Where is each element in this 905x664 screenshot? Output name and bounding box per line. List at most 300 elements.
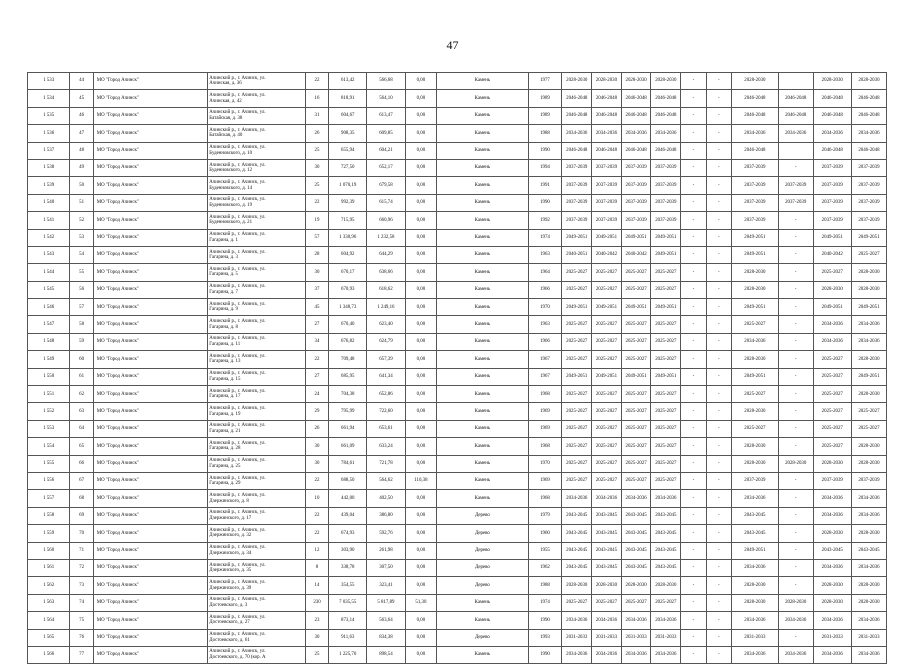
owner-cell: МО "Город Ачинск" <box>93 472 208 489</box>
dash-cell: - <box>706 386 731 403</box>
wall-material-cell: Камень <box>437 594 528 611</box>
period-cell: 2049-2051 <box>851 299 886 316</box>
apartments-cell: 26 <box>305 420 328 437</box>
address-line-street: Батайская, д. 38 <box>209 115 243 121</box>
table-row <box>28 73 887 90</box>
period-cell: 2028-2030 <box>851 594 886 611</box>
wall-material-cell: Камень <box>437 107 528 124</box>
period-cell: 2043-2045 <box>732 507 779 524</box>
address-cell <box>208 438 306 455</box>
dash-cell: - <box>681 646 706 663</box>
period-cell: 2025-2027 <box>621 386 651 403</box>
row-number-cell: 1 535 <box>28 107 70 124</box>
address-cell <box>208 246 306 263</box>
address-cell <box>208 316 306 333</box>
wall-material-cell: Камень <box>437 142 528 159</box>
address-line-city: Ачинский р., г. Ачинск, ул. <box>209 319 266 325</box>
period-cell: 2034-2036 <box>592 490 622 507</box>
period-cell: 2028-2030 <box>562 577 592 594</box>
period-cell: 2025-2027 <box>592 594 622 611</box>
apartments-cell: 26 <box>305 125 328 142</box>
total-area-cell: 676,82 <box>329 333 367 350</box>
period-cell: 2025-2027 <box>592 438 622 455</box>
dash-cell: - <box>681 142 706 159</box>
wall-material-cell: Камень <box>437 281 528 298</box>
dash-cell: - <box>706 455 731 472</box>
period-cell: 2037-2039 <box>732 177 779 194</box>
table-row <box>28 351 887 368</box>
address-cell <box>208 368 306 385</box>
living-area-cell: 644,29 <box>367 246 405 263</box>
wall-material-cell: Камень <box>437 420 528 437</box>
period-cell: 2034-2036 <box>813 490 851 507</box>
build-year-cell: 1970 <box>528 299 562 316</box>
period-cell: 2028-2030 <box>732 281 779 298</box>
row-number-cell: 1 554 <box>28 438 70 455</box>
living-area-cell: 641,34 <box>367 368 405 385</box>
apartments-cell: 31 <box>305 107 328 124</box>
period-cell: 2028-2030 <box>592 577 622 594</box>
period-cell: 2046-2048 <box>621 142 651 159</box>
item-number-cell: 68 <box>70 490 93 507</box>
period-cell: 2049-2051 <box>732 229 779 246</box>
wall-material-cell: Дерево <box>437 629 528 646</box>
address-cell <box>208 594 306 611</box>
address-line-street: Буденновского, д. 10 <box>209 150 253 156</box>
living-area-cell: 660,96 <box>367 212 405 229</box>
address-line-city: Ачинский р., г. Ачинск, ул. <box>209 110 266 116</box>
address-line-city: Ачинский р., г. Ачинск, ул. <box>209 145 266 151</box>
period-cell: 2031-2033 <box>651 629 681 646</box>
address-line-city: Ачинский р., г. Ачинск, ул. <box>209 597 266 603</box>
row-number-cell: 1 552 <box>28 403 70 420</box>
period-cell: 2025-2027 <box>813 438 851 455</box>
period-cell: - <box>778 438 813 455</box>
period-cell: 2034-2036 <box>732 646 779 663</box>
dash-cell: - <box>706 351 731 368</box>
living-area-cell: 623,40 <box>367 316 405 333</box>
address-line-street: Буденновского, д. 12 <box>209 168 253 174</box>
living-area-cell: 1 249,16 <box>367 299 405 316</box>
address-cell <box>208 507 306 524</box>
total-area-cell: 7 035,55 <box>329 594 367 611</box>
dash-cell: - <box>681 159 706 176</box>
item-number-cell: 77 <box>70 646 93 663</box>
period-cell: 2037-2039 <box>592 177 622 194</box>
total-area-cell: 911,63 <box>329 629 367 646</box>
item-number-cell: 51 <box>70 194 93 211</box>
living-area-cell: 721,78 <box>367 455 405 472</box>
table-body <box>28 73 887 664</box>
dash-cell: - <box>706 490 731 507</box>
dash-cell: - <box>706 525 731 542</box>
living-area-cell: 261,98 <box>367 542 405 559</box>
nonresidential-area-cell: 0,00 <box>405 559 437 576</box>
period-cell: 2037-2039 <box>778 194 813 211</box>
period-cell: 2034-2036 <box>851 507 886 524</box>
wall-material-cell: Камень <box>437 246 528 263</box>
period-cell: 2043-2045 <box>651 507 681 524</box>
period-cell: 2025-2027 <box>562 403 592 420</box>
address-line-city: Ачинский р., г. Ачинск, ул. <box>209 614 266 620</box>
period-cell: 2025-2027 <box>592 403 622 420</box>
nonresidential-area-cell: 0,00 <box>405 299 437 316</box>
table-row <box>28 212 887 229</box>
period-cell: - <box>778 542 813 559</box>
living-area-cell: 5 817,89 <box>367 594 405 611</box>
table-row <box>28 107 887 124</box>
period-cell: 2028-2030 <box>651 73 681 90</box>
owner-cell: МО "Город Ачинск" <box>93 577 208 594</box>
item-number-cell: 66 <box>70 455 93 472</box>
dash-cell: - <box>681 264 706 281</box>
period-cell: 2034-2036 <box>651 612 681 629</box>
address-line-street: Гагарина, д. 8 <box>209 324 238 330</box>
period-cell: 2046-2048 <box>592 107 622 124</box>
owner-cell: МО "Город Ачинск" <box>93 212 208 229</box>
nonresidential-area-cell: 0,00 <box>405 142 437 159</box>
living-area-cell: 618,62 <box>367 281 405 298</box>
dash-cell: - <box>706 229 731 246</box>
period-cell: 2043-2045 <box>562 507 592 524</box>
table-row <box>28 299 887 316</box>
address-line-city: Ачинский р., г. Ачинск, ул. <box>209 92 266 98</box>
build-year-cell: 1968 <box>528 438 562 455</box>
dash-cell: - <box>706 194 731 211</box>
period-cell: 2046-2048 <box>651 107 681 124</box>
total-area-cell: 1 225,70 <box>329 646 367 663</box>
period-cell: 2034-2036 <box>778 612 813 629</box>
period-cell: 2025-2027 <box>732 420 779 437</box>
build-year-cell: 1974 <box>528 594 562 611</box>
living-area-cell: 653,61 <box>367 420 405 437</box>
period-cell: 2025-2027 <box>592 386 622 403</box>
dash-cell: - <box>706 472 731 489</box>
owner-cell: МО "Город Ачинск" <box>93 368 208 385</box>
wall-material-cell: Дерево <box>437 507 528 524</box>
address-cell <box>208 403 306 420</box>
nonresidential-area-cell: 0,00 <box>405 194 437 211</box>
period-cell: - <box>778 507 813 524</box>
dash-cell: - <box>706 142 731 159</box>
owner-cell: МО "Город Ачинск" <box>93 490 208 507</box>
period-cell: 2049-2051 <box>732 368 779 385</box>
period-cell: - <box>778 229 813 246</box>
period-cell: 2040-2042 <box>813 246 851 263</box>
dash-cell: - <box>706 629 731 646</box>
period-cell: 2049-2051 <box>813 229 851 246</box>
wall-material-cell: Камень <box>437 646 528 663</box>
address-line-street: Гагарина, д. 29 <box>209 481 241 487</box>
period-cell: - <box>778 577 813 594</box>
period-cell: 2025-2027 <box>592 351 622 368</box>
row-number-cell: 1 546 <box>28 299 70 316</box>
period-cell: 2028-2030 <box>851 438 886 455</box>
address-line-city: Ачинский р., г. Ачинск, ул. <box>209 527 266 533</box>
row-number-cell: 1 556 <box>28 472 70 489</box>
address-cell <box>208 229 306 246</box>
period-cell: 2025-2027 <box>621 594 651 611</box>
period-cell: 2025-2027 <box>562 420 592 437</box>
build-year-cell: 1990 <box>528 194 562 211</box>
row-number-cell: 1 547 <box>28 316 70 333</box>
dash-cell: - <box>681 455 706 472</box>
living-area-cell: 834,38 <box>367 629 405 646</box>
item-number-cell: 67 <box>70 472 93 489</box>
owner-cell: МО "Город Ачинск" <box>93 455 208 472</box>
total-area-cell: 992,39 <box>329 194 367 211</box>
wall-material-cell: Камень <box>437 438 528 455</box>
table-row <box>28 281 887 298</box>
period-cell: 2025-2027 <box>562 281 592 298</box>
address-line-city: Ачинский р., г. Ачинск, ул. <box>209 232 266 238</box>
dash-cell: - <box>706 594 731 611</box>
living-area-cell: 615,74 <box>367 194 405 211</box>
dash-cell: - <box>681 351 706 368</box>
living-area-cell: 323,41 <box>367 577 405 594</box>
period-cell: 2037-2039 <box>562 159 592 176</box>
wall-material-cell: Камень <box>437 455 528 472</box>
table-row <box>28 646 887 663</box>
item-number-cell: 54 <box>70 246 93 263</box>
period-cell: 2037-2039 <box>621 177 651 194</box>
period-cell: 2025-2027 <box>621 455 651 472</box>
address-line-city: Ачинский р., г. Ачинск, ул. <box>209 562 266 568</box>
item-number-cell: 45 <box>70 90 93 107</box>
period-cell: 2037-2039 <box>592 159 622 176</box>
living-area-cell: 592,76 <box>367 525 405 542</box>
address-line-city: Ачинский р., г. Ачинск, ул. <box>209 510 266 516</box>
dash-cell: - <box>681 403 706 420</box>
period-cell: 2043-2045 <box>651 525 681 542</box>
table-row <box>28 368 887 385</box>
wall-material-cell: Камень <box>437 264 528 281</box>
period-cell: 2025-2027 <box>592 281 622 298</box>
period-cell: 2034-2036 <box>562 612 592 629</box>
period-cell: 2025-2027 <box>562 455 592 472</box>
dash-cell: - <box>706 577 731 594</box>
row-number-cell: 1 548 <box>28 333 70 350</box>
apartments-cell: 25 <box>305 646 328 663</box>
period-cell: 2025-2027 <box>562 438 592 455</box>
period-cell: 2049-2051 <box>621 229 651 246</box>
period-cell: 2043-2045 <box>813 542 851 559</box>
total-area-cell: 655,94 <box>329 142 367 159</box>
living-area-cell: 307,50 <box>367 559 405 576</box>
row-number-cell: 1 538 <box>28 159 70 176</box>
period-cell: 2028-2030 <box>813 73 851 90</box>
period-cell: 2025-2027 <box>651 455 681 472</box>
table-row <box>28 246 887 263</box>
period-cell: 2043-2045 <box>621 559 651 576</box>
period-cell: 2031-2033 <box>813 629 851 646</box>
period-cell: 2028-2030 <box>621 577 651 594</box>
address-cell <box>208 386 306 403</box>
nonresidential-area-cell: 0,00 <box>405 264 437 281</box>
period-cell: 2031-2033 <box>621 629 651 646</box>
period-cell: 2025-2027 <box>562 594 592 611</box>
apartments-cell: 22 <box>305 194 328 211</box>
total-area-cell: 1 348,73 <box>329 299 367 316</box>
row-number-cell: 1 557 <box>28 490 70 507</box>
owner-cell: МО "Город Ачинск" <box>93 420 208 437</box>
build-year-cell: 1977 <box>528 73 562 90</box>
total-area-cell: 704,38 <box>329 386 367 403</box>
period-cell: 2037-2039 <box>562 212 592 229</box>
dash-cell: - <box>681 333 706 350</box>
period-cell: 2040-2042 <box>621 246 651 263</box>
address-cell <box>208 159 306 176</box>
period-cell: 2028-2030 <box>732 438 779 455</box>
nonresidential-area-cell: 0,00 <box>405 455 437 472</box>
owner-cell: МО "Город Ачинск" <box>93 438 208 455</box>
item-number-cell: 61 <box>70 368 93 385</box>
apartments-cell: 30 <box>305 455 328 472</box>
period-cell: 2025-2027 <box>562 351 592 368</box>
period-cell: 2028-2030 <box>851 455 886 472</box>
address-line-city: Ачинский р., г. Ачинск, ул. <box>209 545 266 551</box>
dash-cell: - <box>706 299 731 316</box>
apartments-cell: 30 <box>305 438 328 455</box>
period-cell: - <box>778 159 813 176</box>
period-cell: 2028-2030 <box>851 525 886 542</box>
address-line-street: Гагарина, д. 1 <box>209 237 238 243</box>
build-year-cell: 1969 <box>528 420 562 437</box>
total-area-cell: 303,90 <box>329 542 367 559</box>
period-cell: 2043-2045 <box>732 525 779 542</box>
period-cell: 2028-2030 <box>732 351 779 368</box>
living-area-cell: 609,85 <box>367 125 405 142</box>
table-row <box>28 229 887 246</box>
period-cell: 2025-2027 <box>651 472 681 489</box>
period-cell: 2034-2036 <box>851 490 886 507</box>
period-cell: 2037-2039 <box>851 212 886 229</box>
owner-cell: МО "Город Ачинск" <box>93 646 208 663</box>
period-cell: - <box>778 559 813 576</box>
owner-cell: МО "Город Ачинск" <box>93 629 208 646</box>
period-cell: 2049-2051 <box>621 368 651 385</box>
owner-cell: МО "Город Ачинск" <box>93 246 208 263</box>
period-cell: 2043-2045 <box>621 507 651 524</box>
total-area-cell: 727,50 <box>329 159 367 176</box>
period-cell: 2034-2036 <box>621 125 651 142</box>
period-cell: 2043-2045 <box>851 542 886 559</box>
table-row <box>28 507 887 524</box>
period-cell: 2025-2027 <box>621 333 651 350</box>
period-cell: 2037-2039 <box>562 194 592 211</box>
owner-cell: МО "Город Ачинск" <box>93 194 208 211</box>
build-year-cell: 1988 <box>528 577 562 594</box>
period-cell: 2049-2051 <box>621 299 651 316</box>
build-year-cell: 1992 <box>528 212 562 229</box>
living-area-cell: 722,60 <box>367 403 405 420</box>
apartments-cell: 30 <box>305 264 328 281</box>
nonresidential-area-cell: 0,00 <box>405 368 437 385</box>
period-cell: 2034-2036 <box>813 333 851 350</box>
period-cell: - <box>778 299 813 316</box>
row-number-cell: 1 563 <box>28 594 70 611</box>
dash-cell: - <box>681 90 706 107</box>
period-cell: 2025-2027 <box>562 316 592 333</box>
address-line-street: Ачинская, д. 42 <box>209 98 242 104</box>
period-cell: 2034-2036 <box>621 646 651 663</box>
period-cell: 2025-2027 <box>651 438 681 455</box>
owner-cell: МО "Город Ачинск" <box>93 73 208 90</box>
period-cell: 2025-2027 <box>621 316 651 333</box>
address-line-city: Ачинский р., г. Ачинск, ул. <box>209 458 266 464</box>
table-row <box>28 264 887 281</box>
period-cell: 2046-2048 <box>732 142 779 159</box>
apartments-cell: 8 <box>305 559 328 576</box>
item-number-cell: 47 <box>70 125 93 142</box>
row-number-cell: 1 541 <box>28 212 70 229</box>
table-row <box>28 472 887 489</box>
row-number-cell: 1 545 <box>28 281 70 298</box>
period-cell: 2046-2048 <box>778 107 813 124</box>
nonresidential-area-cell: 0,00 <box>405 646 437 663</box>
address-cell <box>208 472 306 489</box>
period-cell: 2049-2051 <box>562 368 592 385</box>
nonresidential-area-cell: 110,38 <box>405 472 437 489</box>
period-cell: 2034-2036 <box>813 646 851 663</box>
build-year-cell: 1966 <box>528 333 562 350</box>
apartments-cell: 19 <box>305 212 328 229</box>
address-cell <box>208 281 306 298</box>
period-cell: 2034-2036 <box>851 333 886 350</box>
nonresidential-area-cell: 0,00 <box>405 90 437 107</box>
row-number-cell: 1 555 <box>28 455 70 472</box>
dash-cell: - <box>681 73 706 90</box>
period-cell: - <box>778 386 813 403</box>
nonresidential-area-cell: 51,30 <box>405 594 437 611</box>
period-cell: 2025-2027 <box>851 420 886 437</box>
dash-cell: - <box>706 612 731 629</box>
period-cell: - <box>778 316 813 333</box>
address-cell <box>208 629 306 646</box>
item-number-cell: 60 <box>70 351 93 368</box>
period-cell: 2037-2039 <box>851 177 886 194</box>
period-cell: 2046-2048 <box>813 107 851 124</box>
period-cell: 2025-2027 <box>813 386 851 403</box>
dash-cell: - <box>706 507 731 524</box>
owner-cell: МО "Город Ачинск" <box>93 107 208 124</box>
period-cell: 2034-2036 <box>732 559 779 576</box>
row-number-cell: 1 549 <box>28 351 70 368</box>
apartments-cell: 22 <box>305 351 328 368</box>
row-number-cell: 1 542 <box>28 229 70 246</box>
dash-cell: - <box>706 177 731 194</box>
period-cell: 2028-2030 <box>732 577 779 594</box>
wall-material-cell: Дерево <box>437 577 528 594</box>
table-row <box>28 420 887 437</box>
item-number-cell: 57 <box>70 299 93 316</box>
period-cell: 2034-2036 <box>562 490 592 507</box>
period-cell: 2037-2039 <box>732 472 779 489</box>
row-number-cell: 1 534 <box>28 90 70 107</box>
period-cell: 2037-2039 <box>813 177 851 194</box>
dash-cell: - <box>706 246 731 263</box>
period-cell: 2034-2036 <box>851 646 886 663</box>
table-row <box>28 525 887 542</box>
nonresidential-area-cell: 0,00 <box>405 107 437 124</box>
period-cell: 2025-2027 <box>651 333 681 350</box>
item-number-cell: 63 <box>70 403 93 420</box>
apartments-cell: 45 <box>305 299 328 316</box>
apartments-cell: 230 <box>305 594 328 611</box>
dash-cell: - <box>706 159 731 176</box>
wall-material-cell: Камень <box>437 403 528 420</box>
build-year-cell: 1989 <box>528 90 562 107</box>
